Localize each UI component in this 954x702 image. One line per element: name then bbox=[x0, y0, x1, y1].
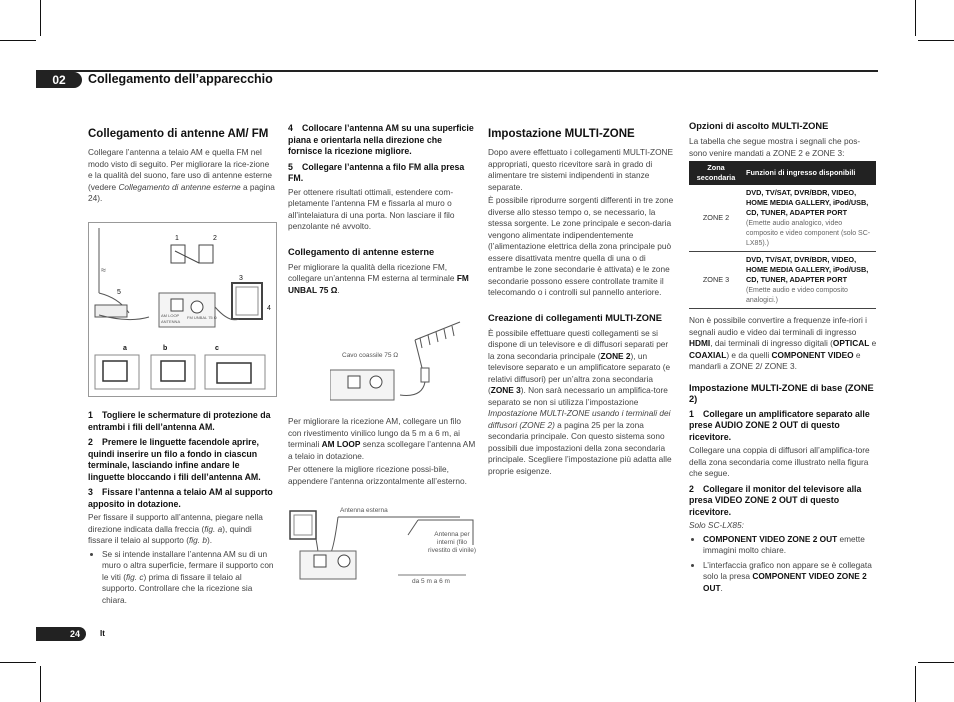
column-1 bbox=[88, 128, 276, 207]
fm-antenna-illustration bbox=[330, 320, 470, 405]
multizone-p1: Dopo avere effettuato i collegamenti MULTI-ZONE appropriati, questo ricevitore sarà in grado di alimentare tre sistemi indipendenti in stanze separate. bbox=[488, 147, 674, 192]
intro-text: Collegare l’antenna a telaio AM e quella FM nel modo visto di seguito. Per migliorare la rice-zione e la qualità del suono, fare uso di antenne esterne (vedere Collegamento di antenne esterne a pagina 24). bbox=[88, 147, 275, 203]
multizone-p2: È possibile riprodurre sorgenti differenti in tre zone diverse allo stesso tempo o, se necessario, la stessa sorgente. Le zone principale e secon-daria vengono alimentate indipendentemente (l’alimentazione elettrica della zona principale può essere disattivata mentre quella di una o di entrambe le zone secondarie è attivata) e le zone secondarie possono essere controllate tramite il telecomando o i controlli sul pannello anteriore. bbox=[488, 195, 674, 297]
fig-label-a: a bbox=[123, 345, 127, 352]
language-tag: It bbox=[100, 629, 105, 638]
heading-multizone: Impostazione MULTI-ZONE bbox=[488, 128, 635, 140]
bullet-list bbox=[88, 549, 276, 607]
crop-mark bbox=[918, 662, 954, 663]
step-3-text: Per fissare il supporto all’antenna, piegare nella direzione indicata dalla freccia (fig. a), quindi fissare il telaio al supporto (fig. b). bbox=[88, 512, 263, 545]
section-title: Collegamento dell’apparecchio bbox=[88, 72, 273, 86]
crop-mark bbox=[40, 666, 41, 702]
page-number: 24 bbox=[36, 627, 86, 641]
crop-mark bbox=[0, 662, 36, 663]
crop-mark bbox=[40, 0, 41, 36]
am-text-2: Per ottenere la migliore ricezione possi-bile, appendere l’antenna orizzontalmente all’esterno. bbox=[288, 464, 467, 486]
fig-label-am-loop: AM LOOP bbox=[161, 313, 180, 318]
fig-label-4: 4 bbox=[267, 305, 271, 312]
step-4: 4 Collocare l’antenna AM su una superficie piana e orientarla nella direzione che fornisce la ricezione migliore. bbox=[288, 123, 474, 156]
indoor-antenna-label: Antenna per interni (filo rivestito di vinile) bbox=[427, 531, 477, 554]
crop-mark bbox=[915, 0, 916, 36]
table-header-zone: Zona secondaria bbox=[689, 161, 743, 185]
fig-label-5: 5 bbox=[117, 289, 121, 296]
column-2 bbox=[288, 119, 476, 298]
section-number: 02 bbox=[36, 72, 82, 88]
list-item: • COMPONENT VIDEO ZONE 2 OUT emette immagini molto chiare. bbox=[703, 534, 877, 557]
heading-am-fm: Collegamento di antenne AM/ FM bbox=[88, 128, 269, 140]
fig-label-2: 2 bbox=[213, 235, 217, 242]
heading-listening-options: Opzioni di ascolto MULTI-ZONE bbox=[689, 121, 829, 131]
model-note: Solo SC-LX85: bbox=[689, 520, 744, 530]
step-2: 2 Collegare il monitor del televisore alla presa VIDEO ZONE 2 OUT di questo ricevitore. bbox=[689, 483, 862, 517]
table-row bbox=[689, 252, 876, 309]
heading-basic-multizone: Impostazione MULTI-ZONE di base (ZONE 2) bbox=[689, 382, 874, 404]
fig-label-3: 3 bbox=[239, 275, 243, 282]
table-row bbox=[689, 185, 876, 252]
multizone-p3: È possibile effettuare questi collegamenti se si dispone di un televisore e di diffusori separati per la zona secondaria principale (ZONE 2), un televisore separato e un amplificatore separato (e relativi diffusori) per un’altra zona secondaria (ZONE 3). Non sarà necessario un amplifica-tore separato se non si utilizza l’impostazione Impostazione MULTI-ZONE usando i terminali dei diffusori (ZONE 2) a pagina 25 per la zona secondaria principale. Con questo sistema sono possibili due impostazioni della zona secondaria principale. Scegliere l’impostazione più adatta alle proprie esigenze. bbox=[488, 327, 672, 476]
fig-label-fm-unbal: FM UNBAL 75 Ω bbox=[187, 315, 217, 320]
step-5: 5 Collegare l’antenna a filo FM alla presa FM. bbox=[288, 161, 465, 183]
step-5-text: Per ottenere risultati ottimali, estendere com-pletamente l’antenna FM e fissarla al muro o all’intelaiatura di una porta. Non lasciare il filo penzolante né avvolto. bbox=[288, 186, 455, 231]
am-outdoor-figure bbox=[288, 505, 480, 593]
heading-external-antenna: Collegamento di antenne esterne bbox=[288, 246, 435, 257]
step-1: 1 Collegare un amplificatore separato alle prese AUDIO ZONE 2 OUT di questo ricevitore. bbox=[689, 408, 870, 442]
crop-mark bbox=[0, 40, 36, 41]
length-label: da 5 m a 6 m bbox=[412, 578, 450, 585]
column-1-steps bbox=[88, 406, 276, 609]
options-intro: La tabella che segue mostra i segnali che pos-sono venire mandati a ZONE 2 e ZONE 3: bbox=[689, 136, 861, 158]
svg-text:≈: ≈ bbox=[101, 265, 106, 275]
table-header-functions: Funzioni di ingresso disponibili bbox=[743, 161, 876, 185]
zone-cell: ZONE 2 bbox=[689, 185, 743, 252]
step-1-text: Collegare una coppia di diffusori all’amplifica-tore della zona secondaria come illustrato nella figura che segue. bbox=[689, 445, 870, 478]
heading-create-multizone: Creazione di collegamenti MULTI-ZONE bbox=[488, 312, 662, 323]
step-3: 3 Fissare l’antenna a telaio AM al supporto apposito in dotazione. bbox=[88, 487, 273, 509]
list-item: • Se si intende installare l’antenna AM su di un muro o altra superficie, fermare il supporto con le viti (fig. c) prima di fissare il telaio al supporto. Controllare che la ricezione sia chiara. bbox=[102, 549, 276, 607]
fig-label-antenna: ANTENNA bbox=[161, 319, 181, 324]
am-fm-antenna-figure bbox=[88, 222, 277, 397]
functions-cell: DVD, TV/SAT, DVR/BDR, VIDEO, HOME MEDIA GALLERY, iPod/USB, CD, TUNER, ADAPTER PORT (Emette audio analogico, video composito e video component (solo SC-LX85).) bbox=[743, 185, 876, 252]
external-text: Per migliorare la qualità della ricezione FM, collegare un’antenna FM esterna al terminale FM UNBAL 75 Ω. bbox=[288, 261, 469, 295]
conversion-note: Non è possibile convertire a frequenze infe-riori i segnali audio e video dai terminali di ingresso HDMI, dai terminali di ingresso digitali (OPTICAL e COAXIAL) e da quelli COMPONENT VIDEO e mandarli a ZONE 2/ ZONE 3. bbox=[689, 315, 877, 371]
am-text: Per migliorare la ricezione AM, collegare un filo con rivestimento vinilico lungo da 5 m a 6 m, ai terminali AM LOOP senza scollegare l’antenna AM a telaio in dotazione. bbox=[288, 416, 476, 461]
functions-cell: DVD, TV/SAT, DVR/BDR, VIDEO, HOME MEDIA GALLERY, iPod/USB, CD, TUNER, ADAPTER PORT (Emette audio e video composito analogici.) bbox=[743, 252, 876, 309]
outdoor-antenna-label: Antenna esterna bbox=[340, 507, 388, 514]
column-4 bbox=[689, 121, 877, 597]
bullet-list bbox=[689, 534, 877, 595]
step-1: 1 Togliere le schermature di protezione da entrambi i fili dell’antenna AM. bbox=[88, 410, 271, 432]
crop-mark bbox=[915, 666, 916, 702]
antenna-illustration bbox=[89, 223, 276, 396]
step-2: 2 Premere le linguette facendole aprire, quindi inserire un filo a fondo in ciascun terminale, lasciando infine andare le linguette bloccando i fili dell’antenna AM. bbox=[88, 437, 261, 482]
zone-cell: ZONE 3 bbox=[689, 252, 743, 309]
list-item: • L’interfaccia grafico non appare se è collegata solo la presa COMPONENT VIDEO ZONE 2 OUT. bbox=[703, 560, 877, 595]
coax-label: Cavo coassile 75 Ω bbox=[342, 352, 399, 359]
fig-label-b: b bbox=[163, 345, 168, 352]
zone-table bbox=[689, 161, 876, 309]
fig-label-1: 1 bbox=[175, 235, 179, 242]
column-2-am bbox=[288, 416, 476, 489]
fig-label-c: c bbox=[215, 345, 219, 352]
fm-outdoor-figure bbox=[330, 320, 470, 405]
crop-mark bbox=[918, 40, 954, 41]
column-3 bbox=[488, 128, 676, 479]
